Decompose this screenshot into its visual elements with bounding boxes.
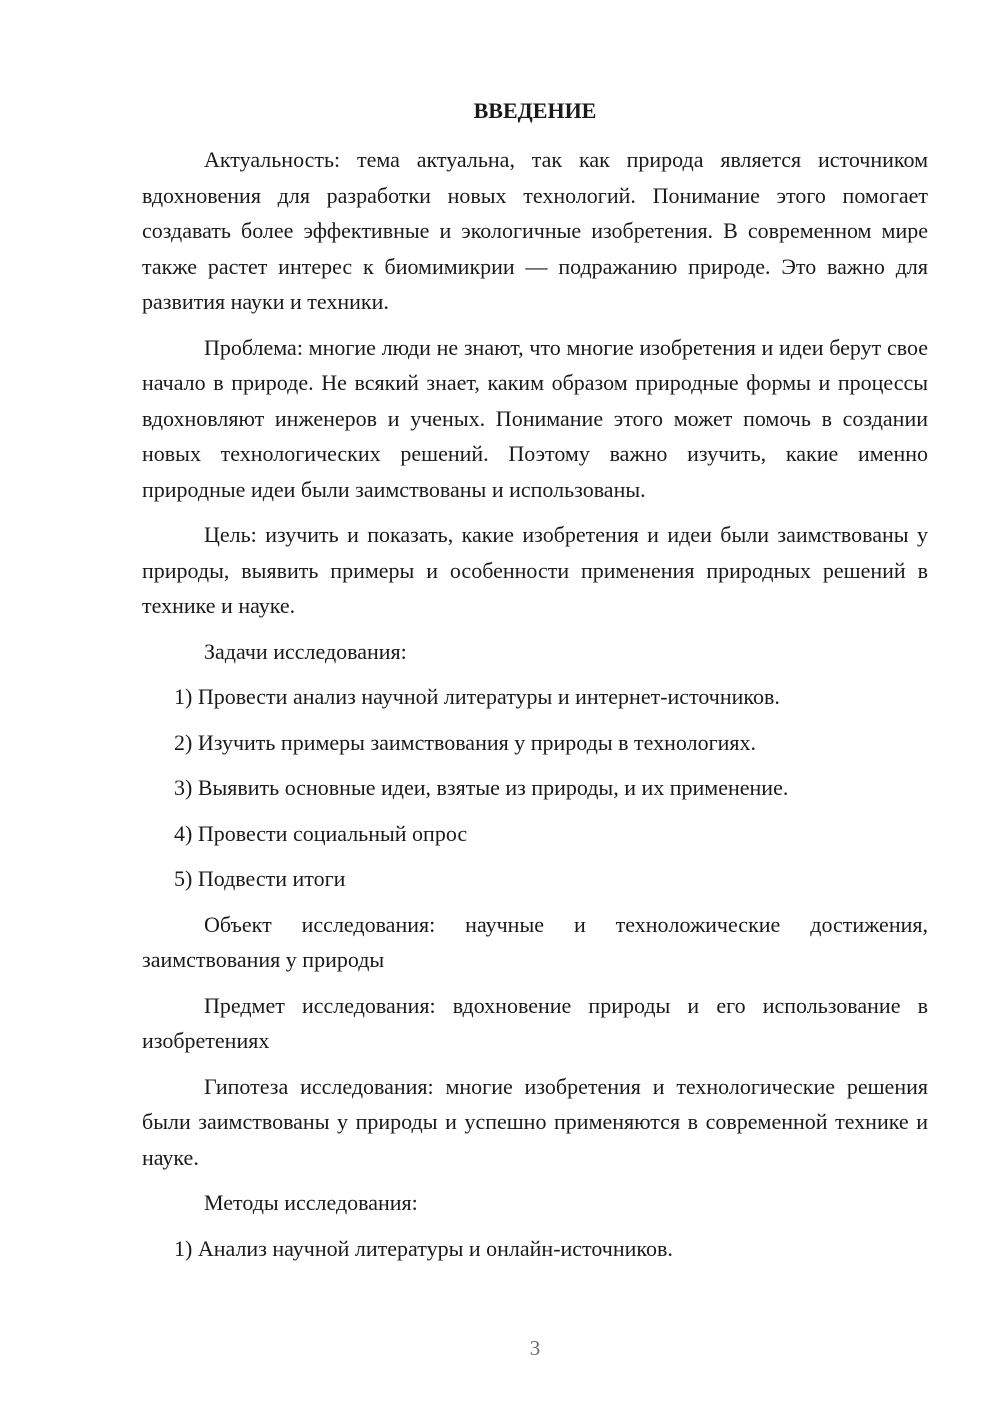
object-paragraph: Объект исследования: научные и технoложические достижения, заимствования у природы <box>142 911 928 972</box>
task-item: 3) Выявить основные идеи, взятые из природы, и их применение. <box>174 775 789 800</box>
relevance-paragraph: Актуальность: тема актуальна, так как природа является источником вдохновения для разработки новых технологий. Понимание этого помогает создавать более эффективные и экологичные изобретения. В современном мире также растет интерес к биомимикрии — подражанию природе. Это важно для развития науки и техники. <box>142 147 928 314</box>
task-item: 2) Изучить примеры заимствования у природы в технологиях. <box>174 729 756 755</box>
task-item: 5) Подвести итоги <box>174 866 346 891</box>
goal-paragraph: Цель: изучить и показать, какие изобретения и идеи были заимствованы у природы, выявить примеры и особенности применения природных решений в технике и науке. <box>142 522 928 618</box>
tasks-heading: Задачи исследования: <box>204 638 407 664</box>
task-item: 4) Провести социальный опрос <box>174 820 468 846</box>
page-title: ВВЕДЕНИЕ <box>473 98 597 123</box>
subject-paragraph: Предмет исследования: вдохновение природы и его использование в изобретениях <box>142 992 928 1053</box>
task-item: 1) Провести анализ научной литературы и интернет-источников. <box>174 684 780 709</box>
methods-heading: Методы исследования: <box>204 1190 418 1215</box>
method-item: 1) Анализ научной литературы и онлайн-источников. <box>174 1235 673 1261</box>
document-body <box>142 142 928 1276</box>
page-number: 3 <box>529 1336 541 1360</box>
problem-paragraph: Проблема: многие люди не знают, что многие изобретения и идеи берут свое начало в природе. Не всякий знает, каким образом природные формы и процессы вдохновляют инженеров и ученых. Понимание этого может помочь в создании новых технологических решений. Поэтому важно изучить, какие именно природные идеи были заимствованы и использованы. <box>142 334 928 502</box>
hypothesis-paragraph: Гипотеза исследования: многие изобретения и технологические решения были заимствованы у природы и успешно применяются в современной технике и науке. <box>142 1073 928 1170</box>
